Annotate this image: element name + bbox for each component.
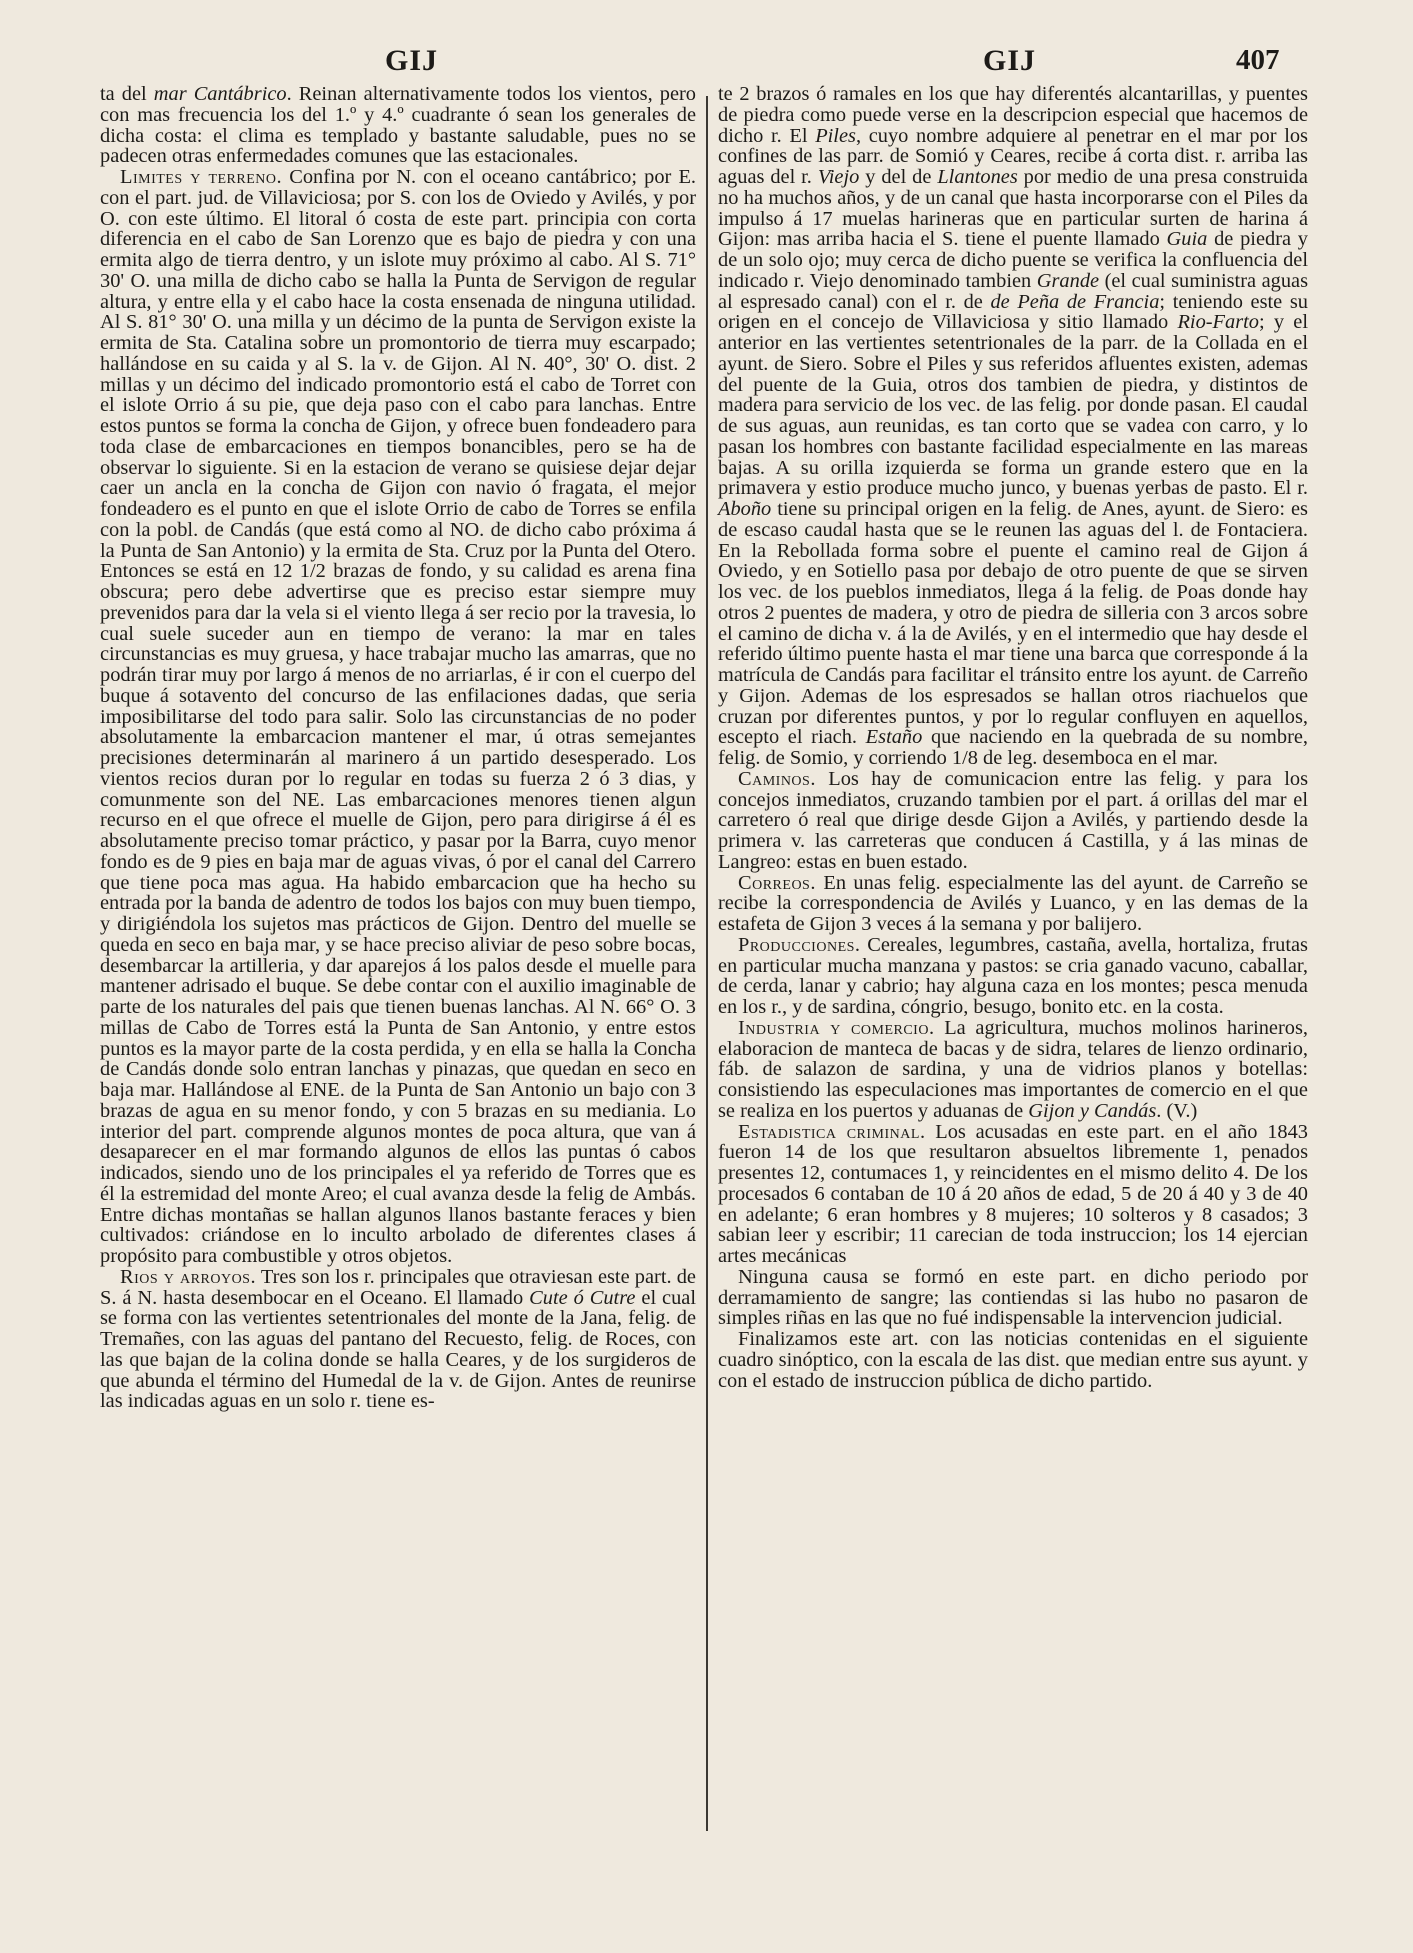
italic-term: Aboño xyxy=(718,498,772,520)
body-text: y del de xyxy=(859,166,938,188)
paragraph-p2 xyxy=(100,167,696,1267)
body-text: ; y el anterior en las vertientes setentrionales de la parr. de la Collada en el ayunt. de Siero. Sobre el Piles y sus referidos afluentes existen, ademas del puente de la Guia, otros dos tambien de piedra, y distintos de madera para servicio de los vec. de las felig. por donde pasan. El caudal de sus aguas, aun reunidas, es tan corto que se vadea con carro, y lo pasan los hombres con bastante facilidad especialmente en las mareas bajas. A su orilla izquierda se forma un grande estero que en la primavera y estio produce mucho junco, y buenas yerbas de pasto. El r. xyxy=(718,311,1308,500)
italic-term: Cute ó Cutre xyxy=(529,1286,636,1309)
left-column xyxy=(100,84,696,1412)
body-text: , cuyo nombre adquiere al penetrar en el mar por los confines de las parr. de Somió y Ceares, recibe á corta dist. r. arriba las aguas del r. xyxy=(718,124,1308,188)
body-text: tiene su principal origen en la felig. de Anes, ayunt. de Siero: es de escaso caudal hasta que se le reunen las aguas del l. de Fontaciera. En la Rebollada forma sobre el puente el camino real de Gijon á Oviedo, y en Sotiello pasa por debajo de otro puente de que se sirven los vec. de los pueblos inmediatos, llega á la felig. de Poas donde hay otros 2 puentes de madera, y otro de piedra de silleria con 3 arcos sobre el camino de dicha v. á la de Avilés, y en el intermedio que hay desde el referido último puente hasta el mar tiene una barca que corresponde á la matrícula de Candás para facilitar el tránsito entre los ayunt. de Carreño y Gijon. Ademas de los espresados se hallan otros riachuelos que cruzan por diferentes puntos, y por lo regular confluyen en aquellos, escepto el riach. xyxy=(718,498,1308,749)
italic-term: Piles xyxy=(815,124,856,147)
body-text: que naciendo en la quebrada de su nombre, felig. de Somio, y corriendo 1/8 de leg. desemboca en el mar. xyxy=(718,726,1309,769)
italic-term: Grande xyxy=(1036,269,1100,292)
body-text: el cual se forma con las vertientes setentrionales del monte de la Jana, felig. de Tremañes, con las aguas del pantano del Recuesto, felig. de Roces, con las que bajan de la colina donde se halla Ceares, y de los surgideros de que abunda el término del Humedal de la v. de Gijon. Antes de reunirse las indicadas aguas en un solo r. tiene es- xyxy=(100,1286,697,1413)
body-text: te 2 brazos ó ramales en los que hay diferentés alcantarillas, y puentes de piedra como puede verse en la descripcion especial que hacemos de dicho r. El xyxy=(718,83,1308,147)
body-text: Cereales, legumbres, castaña, avella, hortaliza, frutas en particular mucha manzana y pastos: se cria ganado vacuno, caballar, de cerda, lanar y cabrio; hay alguna caza en los montes; pesca menuda en los r., y de sardina, cóngrio, besugo, bonito etc. en la costa. xyxy=(718,933,1308,1018)
italic-term: Viejo xyxy=(817,166,860,188)
body-text: . Reinan alternativamente todos los vientos, pero con mas frecuencia los del 1.º y 4.º cuadrante ó sean los generales de dicha costa: el clima es templado y bastante saludable, pues no se padecen otras enfermedades comunes que las estacionales. xyxy=(100,83,696,168)
paragraph-p4 xyxy=(718,84,1308,769)
italic-term: Rio-Farto xyxy=(1177,311,1260,334)
body-text: En unas felig. especialmente las del ayunt. de Carreño se recibe la correspondencia de Avilés y Luanco, y en las demas de la estafeta de Gijon 3 veces á la semana y por balijero. xyxy=(718,871,1308,935)
section-heading: Caminos. xyxy=(738,767,816,790)
italic-term: mar Cantábrico xyxy=(153,83,287,105)
italic-term: Estaño xyxy=(865,726,923,749)
running-header xyxy=(0,44,1413,84)
paragraph-p11 xyxy=(718,1329,1308,1391)
page-number: 407 xyxy=(1236,44,1280,76)
italic-term: Llantones xyxy=(937,166,1018,188)
body-text: Ninguna causa se formó en este part. en dicho periodo por derramamiento de sangre; las contiendas si las hubo no pasaron de simples riñas en las que no fué indispensable la intervencion judicial. xyxy=(718,1265,1308,1330)
section-heading: Rios y arroyos. xyxy=(120,1265,257,1288)
body-text: . (V.) xyxy=(1156,1099,1198,1122)
body-text: Confina por N. con el oceano cantábrico; por E. con el part. jud. de Villaviciosa; por S. con los de Oviedo y Avilés, y por O. con este último. El litoral ó costa de este part. principia con corta diferencia en el cabo de San Lorenzo que es bajo de piedra y con una ermita algo de tierra dentro, y un islote muy próximo al cabo. Al S. 71° 30' O. una milla de dicho cabo se halla la Punta de Servigon de regular altura, y entre ella y el cabo hace la costa ensenada de ninguna utilidad. Al S. 81° 30' O. una milla y un décimo de la punta de Servigon existe la ermita de Sta. Catalina sobre un promontorio de tierra muy escarpado; hallándose en su caida y al S. la v. de Gijon. Al N. 40°, 30' O. dist. 2 millas y un décimo del indicado promontorio está el cabo de Torret con el islote Orrio á su pie, que deja paso con el cabo para lanchas. Entre estos puntos se forma la concha de Gijon, y ofrece buen fondeadero para toda clase de embarcaciones en tiempos bonancibles, pero se ha de observar lo siguiente. Si en la estacion de verano se quisiese dejar dejar caer un ancla en la concha de Gijon con navio ó fragata, el mejor fondeadero es el punto en que el islote Orrio de cabo de Torres se enfila con la pobl. de Candás (que está como al NO. de dicho cabo próxima á la Punta de San Antonio) y la ermita de Sta. Cruz por la Punta del Otero. Entonces se está en 12 1/2 brazas de fondo, y su calidad es arena fina obscura; pero debe advertirse que es preciso estar siempre muy prevenidos para dar la vela si el viento llega á ser recio por la travesia, lo cual suele suceder aun en tiempo de verano: la mar en tales circunstancias es muy gruesa, y hace trabajar mucho las amarras, que no podrán tirar muy por largo á menos de no arriarlas, é ir con el cuerpo del buque á sotavento del concurso de las enfilaciones dadas, que seria imposibilitarse del todo para salir. Solo las circunstancias de no poder absolutamente la embarcacion mantener el mar, ú otras semejantes precisiones determinarán al marinero á un partido desesperado. Los vientos recios duran por lo regular en todas su fuerza 2 ó 3 dias, y comunmente son del NE. Las embarcaciones menores tienen algun recurso en el que ofrece el muelle de Gijon, pero para dirigirse á él es absolutamente preciso tomar práctico, y pasar por la Barra, cuyo menor fondo es de 9 pies en baja mar de aguas vivas, ó por el canal del Carrero que tiene poca mas agua. Ha habido embarcacion que ha hecho su entrada por la banda de adentro de todos los bajos con muy buen tiempo, y dirigiéndola los sujetos mas prácticos de Gijon. Dentro del muelle se queda en seco en baja mar, y se hace preciso aliviar de peso sobre bocas, desembarcar la artilleria, y dar aparejos á los palos desde el muelle para mantener adrisado el buque. Se debe contar con el auxilio imaginable de parte de los naturales del pais que tienen buenas lanchas. Al N. 66° O. 3 millas de Cabo de Torres está la Punta de San Antonio, y entre estos puntos es la mayor parte de la costa perdida, y en ella se halla la Concha de Candás donde solo entran lanchas y pinazas, que quedan en seco en baja mar. Hallándose al ENE. de la Punta de San Antonio un bajo con 3 brazas de agua en su menor fondo, y con 5 brazas en su mediania. Lo interior del part. comprende algunos montes de poca altura, que van á desaparecer en el mar formando algunos de ellos las puntas ó cabos indicados, siendo uno de los principales el ya referido de Torres que es él la estremidad del monte Areo; el cual avanza desde la felig de Ambás. Entre dichas montañas se hallan algunos llanos bastante feraces y bien cultivados: criándose en lo inculto arbolado de diferentes clases á propósito para combustible y otros objetos. xyxy=(100,166,696,1267)
paragraph-p9 xyxy=(718,1122,1308,1267)
body-text: Los hay de comunicacion entre las felig. y para los concejos inmediatos, cruzando tambien por el part. á orillas del mar el carretero ó real que dirige desde Gijon a Avilés, y partiendo desde la primera v. las carreteras que conducen á Castilla, y á las minas de Langreo: estas en buen estado. xyxy=(718,767,1308,873)
body-text: Tres son los r. principales que otraviesan este part. de S. á N. hasta desembocar en el Oceano. El llamado xyxy=(100,1265,696,1309)
body-text: (el cual suministra aguas al espresado canal) con el r. de xyxy=(718,269,1309,313)
section-heading: Producciones. xyxy=(738,933,861,956)
body-text: Finalizamos este art. con las noticias contenidas en el siguiente cuadro sinóptico, con la escala de las dist. que median entre sus ayunt. y con el estado de instruccion pública de dicho partido. xyxy=(718,1328,1308,1392)
paragraph-p5 xyxy=(718,769,1308,873)
italic-term: Guia xyxy=(1166,228,1208,251)
right-column xyxy=(718,84,1308,1391)
paragraph-p3 xyxy=(100,1267,696,1412)
section-heading: Estadistica criminal. xyxy=(738,1120,926,1143)
section-heading: Correos. xyxy=(738,871,816,894)
paragraph-p6 xyxy=(718,873,1308,935)
header-right-headword: GIJ xyxy=(983,44,1037,77)
body-text: La agricultura, muchos molinos harineros, elaboracion de manteca de bacas y de sidra, telares de lienzo ordinario, fáb. de salazon de sardina, y una de vidrios planos y botellas: consistiendo las especulaciones mas importantes de comercio en el que se realiza en los puertos y aduanas de xyxy=(718,1016,1308,1122)
paragraph-p1 xyxy=(100,84,696,167)
column-rule xyxy=(706,96,708,1831)
italic-term: de Peña de Francia xyxy=(990,290,1160,313)
body-text: de piedra y de un solo ojo; muy cerca de dicho puente se verifica la confluencia del indicado r. Viejo denominado tambien xyxy=(718,228,1308,292)
body-text: ; teniendo este su origen en el concejo de Villaviciosa y sitio llamado xyxy=(718,290,1308,334)
body-text: Los acusadas en este part. en el año 1843 fueron 14 de los que resultaron absueltos libremente 1, penados presentes 12, contumaces 1, y reincidentes en el mismo delito 4. De los procesados 6 contaban de 10 á 20 años de edad, 5 de 20 á 40 y 3 de 40 en adelante; 6 eran hombres y 8 mujeres; 10 solteros y 8 casados; 3 sabian leer y escribir; 11 carecian de toda instruccion; los 14 ejercian artes mecánicas xyxy=(718,1120,1308,1267)
paragraph-p7 xyxy=(718,935,1308,1018)
paragraph-p10 xyxy=(718,1267,1308,1329)
body-text: por medio de una presa construida no ha muchos años, y de un canal que hasta incorporarse con el Piles da impulso á 17 muelas harineras que en particular surten de harina á Gijon: mas arriba hacia el S. tiene el puente llamado xyxy=(718,166,1308,251)
italic-term: Gijon y Candás xyxy=(1028,1099,1157,1122)
section-heading: Limites y terreno. xyxy=(120,166,283,188)
section-heading: Industria y comercio. xyxy=(738,1016,935,1039)
header-left-headword: GIJ xyxy=(385,44,439,77)
body-text: ta del xyxy=(100,83,154,105)
paragraph-p8 xyxy=(718,1018,1308,1122)
